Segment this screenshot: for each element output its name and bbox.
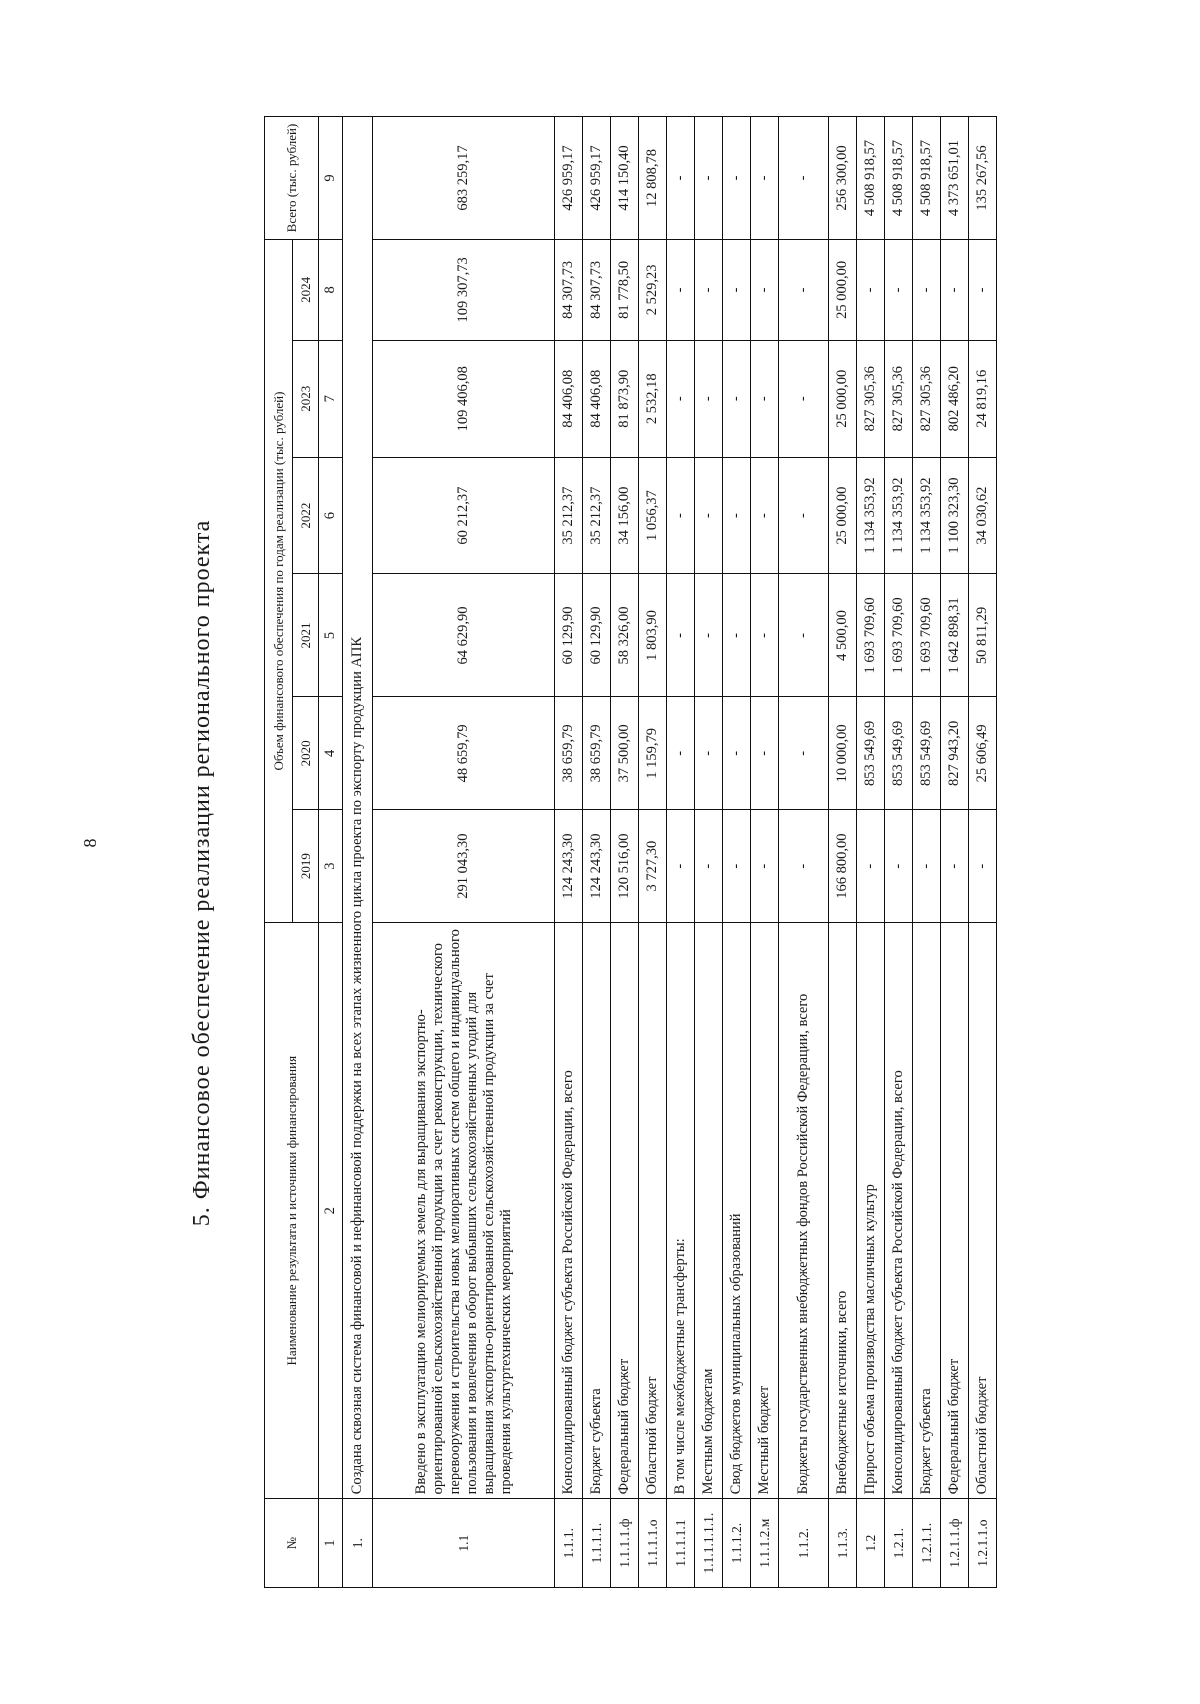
row-value: - <box>723 240 751 341</box>
row-value: 84 406,08 <box>555 340 583 457</box>
row-name: Федеральный бюджет <box>611 923 639 1499</box>
row-value: - <box>779 810 829 923</box>
header-total: Всего (тыс. рублей) <box>265 117 319 240</box>
row-name: Бюджет субъекта <box>913 923 941 1499</box>
row-value: 120 516,00 <box>611 810 639 923</box>
row-value: - <box>723 457 751 574</box>
row-value: 81 778,50 <box>611 240 639 341</box>
row-code: 1.1.2. <box>779 1499 829 1588</box>
row-value: - <box>751 240 779 341</box>
row-value: 34 156,00 <box>611 457 639 574</box>
row-value: - <box>667 574 695 697</box>
column-number: 9 <box>319 117 343 240</box>
row-value: - <box>779 697 829 810</box>
row-value: 1 642 898,31 <box>941 574 969 697</box>
row-value: 58 326,00 <box>611 574 639 697</box>
row-value: - <box>751 574 779 697</box>
row-value: - <box>913 240 941 341</box>
table-row <box>885 117 913 1588</box>
table-row <box>829 117 857 1588</box>
table-row <box>779 117 829 1588</box>
row-value: 24 819,16 <box>969 340 997 457</box>
row-name: Внебюджетные источники, всего <box>829 923 857 1499</box>
row-code: 1.1.3. <box>829 1499 857 1588</box>
row-value: - <box>941 240 969 341</box>
table-row <box>667 117 695 1588</box>
row-value: 2 532,18 <box>639 340 667 457</box>
table-row <box>555 117 583 1588</box>
column-number: 6 <box>319 457 343 574</box>
row-value: 1 134 353,92 <box>885 457 913 574</box>
section-number: 1. <box>343 1499 373 1588</box>
financing-table <box>264 116 997 1588</box>
row-value: 4 500,00 <box>829 574 857 697</box>
row-value: - <box>885 810 913 923</box>
row-value: 25 000,00 <box>829 240 857 341</box>
row-value: 1 134 353,92 <box>857 457 885 574</box>
row-value: - <box>695 697 723 810</box>
row-value: - <box>723 810 751 923</box>
row-value: 1 693 709,60 <box>913 574 941 697</box>
row-value: - <box>723 340 751 457</box>
column-number: 4 <box>319 697 343 810</box>
row-code: 1.1.1.2.м <box>751 1499 779 1588</box>
table-row <box>583 117 611 1588</box>
row-value: 256 300,00 <box>829 117 857 240</box>
row-value: 3 727,30 <box>639 810 667 923</box>
row-value: - <box>751 457 779 574</box>
row-value: 35 212,37 <box>555 457 583 574</box>
row-value: - <box>695 574 723 697</box>
row-value: 37 500,00 <box>611 697 639 810</box>
table-row <box>913 117 941 1588</box>
row-value: 25 606,49 <box>969 697 997 810</box>
row-value: 291 043,30 <box>373 810 555 923</box>
row-code: 1.1.1. <box>555 1499 583 1588</box>
header-years-group: Объем финансового обеспечения по годам реализации (тыс. рублей) <box>265 240 293 923</box>
row-name: В том числе межбюджетные трансферты: <box>667 923 695 1499</box>
row-value: - <box>913 810 941 923</box>
row-code: 1.2.1.1.ф <box>941 1499 969 1588</box>
row-value: 1 803,90 <box>639 574 667 697</box>
row-value: - <box>779 240 829 341</box>
row-value: 25 000,00 <box>829 457 857 574</box>
column-number: 2 <box>319 923 343 1499</box>
row-code: 1.1.1.1.ф <box>611 1499 639 1588</box>
row-value: - <box>969 240 997 341</box>
row-value: 4 508 918,57 <box>913 117 941 240</box>
column-number: 5 <box>319 574 343 697</box>
row-value: 827 305,36 <box>857 340 885 457</box>
row-value: 124 243,30 <box>555 810 583 923</box>
table-row <box>751 117 779 1588</box>
row-value: - <box>667 697 695 810</box>
row-value: 4 508 918,57 <box>885 117 913 240</box>
row-value: 60 129,90 <box>555 574 583 697</box>
column-number: 8 <box>319 240 343 341</box>
table-row <box>723 117 751 1588</box>
header-year: 2024 <box>293 240 319 341</box>
row-value: 853 549,69 <box>885 697 913 810</box>
row-value: 64 629,90 <box>373 574 555 697</box>
row-value: 84 307,73 <box>583 240 611 341</box>
header-year: 2022 <box>293 457 319 574</box>
row-value: 1 100 323,30 <box>941 457 969 574</box>
row-value: 81 873,90 <box>611 340 639 457</box>
row-value: 4 508 918,57 <box>857 117 885 240</box>
row-value: 853 549,69 <box>857 697 885 810</box>
row-value: - <box>723 574 751 697</box>
row-value: 1 693 709,60 <box>885 574 913 697</box>
column-number: 3 <box>319 810 343 923</box>
section-text: Создана сквозная система финансовой и нефинансовой поддержки на всех этапах жизненного цикла проекта по экспорту продукции АПК <box>343 117 373 1499</box>
row-value: 1 159,79 <box>639 697 667 810</box>
row-value: 683 259,17 <box>373 117 555 240</box>
table-row <box>639 117 667 1588</box>
header-year: 2023 <box>293 340 319 457</box>
row-value: - <box>695 340 723 457</box>
row-value: - <box>751 697 779 810</box>
row-value: 35 212,37 <box>583 457 611 574</box>
row-value: - <box>695 117 723 240</box>
row-value: - <box>969 810 997 923</box>
row-name: Бюджет субъекта <box>583 923 611 1499</box>
row-name: Местный бюджет <box>751 923 779 1499</box>
header-year: 2021 <box>293 574 319 697</box>
table-row <box>695 117 723 1588</box>
row-value: - <box>667 810 695 923</box>
row-name: Федеральный бюджет <box>941 923 969 1499</box>
table-row <box>969 117 997 1588</box>
row-value: 827 305,36 <box>913 340 941 457</box>
row-value: - <box>779 117 829 240</box>
row-value: - <box>667 117 695 240</box>
row-name: Свод бюджетов муниципальных образований <box>723 923 751 1499</box>
row-value: - <box>723 117 751 240</box>
row-name: Областной бюджет <box>639 923 667 1499</box>
row-value: - <box>941 810 969 923</box>
row-value: 12 808,78 <box>639 117 667 240</box>
row-code: 1.1.1.1.1 <box>667 1499 695 1588</box>
row-value: 109 406,08 <box>373 340 555 457</box>
row-value: 84 406,08 <box>583 340 611 457</box>
table-row <box>373 117 555 1588</box>
row-value: - <box>667 240 695 341</box>
row-value: - <box>695 810 723 923</box>
row-value: - <box>667 457 695 574</box>
row-name: Областной бюджет <box>969 923 997 1499</box>
row-value: 50 811,29 <box>969 574 997 697</box>
row-value: - <box>779 574 829 697</box>
row-value: 60 212,37 <box>373 457 555 574</box>
column-number: 1 <box>319 1499 343 1588</box>
row-value: - <box>857 810 885 923</box>
row-name: Местным бюджетам <box>695 923 723 1499</box>
row-value: 34 030,62 <box>969 457 997 574</box>
row-code: 1.1.1.1. <box>583 1499 611 1588</box>
row-name: Прирост объема производства масличных культур <box>857 923 885 1499</box>
header-year: 2019 <box>293 810 319 923</box>
row-value: - <box>751 810 779 923</box>
row-value: 853 549,69 <box>913 697 941 810</box>
row-value: 25 000,00 <box>829 340 857 457</box>
row-code: 1.2 <box>857 1499 885 1588</box>
row-code: 1.2.1. <box>885 1499 913 1588</box>
row-value: 109 307,73 <box>373 240 555 341</box>
row-value: 2 529,23 <box>639 240 667 341</box>
row-value: - <box>779 340 829 457</box>
row-value: 414 150,40 <box>611 117 639 240</box>
page-title: 5. Финансовое обеспечение реализации регионального проекта <box>189 519 215 1227</box>
row-name: Консолидированный бюджет субъекта Российской Федерации, всего <box>555 923 583 1499</box>
financing-table-container <box>264 116 1056 1588</box>
row-value: - <box>723 697 751 810</box>
row-code: 1.2.1.1.о <box>969 1499 997 1588</box>
row-value: 1 693 709,60 <box>857 574 885 697</box>
row-value: - <box>857 240 885 341</box>
row-value: 827 305,36 <box>885 340 913 457</box>
row-value: 426 959,17 <box>555 117 583 240</box>
row-value: - <box>751 117 779 240</box>
row-value: 10 000,00 <box>829 697 857 810</box>
row-value: 38 659,79 <box>555 697 583 810</box>
row-value: 802 486,20 <box>941 340 969 457</box>
section-row <box>343 117 373 1588</box>
row-value: 60 129,90 <box>583 574 611 697</box>
row-value: - <box>667 340 695 457</box>
row-value: 426 959,17 <box>583 117 611 240</box>
row-code: 1.2.1.1. <box>913 1499 941 1588</box>
header-year: 2020 <box>293 697 319 810</box>
row-value: - <box>751 340 779 457</box>
row-code: 1.1.1.2. <box>723 1499 751 1588</box>
header-name: Наименование результата и источники финансирования <box>265 923 319 1499</box>
row-value: - <box>885 240 913 341</box>
row-name: Бюджеты государственных внебюджетных фондов Российской Федерации, всего <box>779 923 829 1499</box>
row-value: 4 373 651,01 <box>941 117 969 240</box>
header-number: № <box>265 1499 319 1588</box>
column-number: 7 <box>319 340 343 457</box>
row-value: - <box>695 457 723 574</box>
row-value: 84 307,73 <box>555 240 583 341</box>
row-value: 166 800,00 <box>829 810 857 923</box>
row-value: 38 659,79 <box>583 697 611 810</box>
row-code: 1.1.1.1.о <box>639 1499 667 1588</box>
table-row <box>611 117 639 1588</box>
row-value: - <box>779 457 829 574</box>
page-number: 8 <box>80 838 100 848</box>
row-value: 48 659,79 <box>373 697 555 810</box>
row-value: 827 943,20 <box>941 697 969 810</box>
table-row <box>941 117 969 1588</box>
row-value: 124 243,30 <box>583 810 611 923</box>
row-value: 135 267,56 <box>969 117 997 240</box>
table-row <box>857 117 885 1588</box>
row-code: 1.1.1.1.1.1. <box>695 1499 723 1588</box>
row-value: 1 056,37 <box>639 457 667 574</box>
row-code: 1.1 <box>373 1499 555 1588</box>
row-value: 1 134 353,92 <box>913 457 941 574</box>
row-name: Консолидированный бюджет субъекта Российской Федерации, всего <box>885 923 913 1499</box>
row-value: - <box>695 240 723 341</box>
row-name: Введено в эксплуатацию мелиорируемых земель для выращивания экспортно-ориентированной сельскохозяйственной продукции за счет реконструкции, технического перевооружения и строительства новых мелиоративных систем общего и индивидуального пользования и вовлечения в оборот выбывших сельскохозяйственных угодий для выращивания экспортно-ориентированной сельскохозяйственной продукции за счет проведения культуртехнических мероприятий <box>373 923 555 1499</box>
